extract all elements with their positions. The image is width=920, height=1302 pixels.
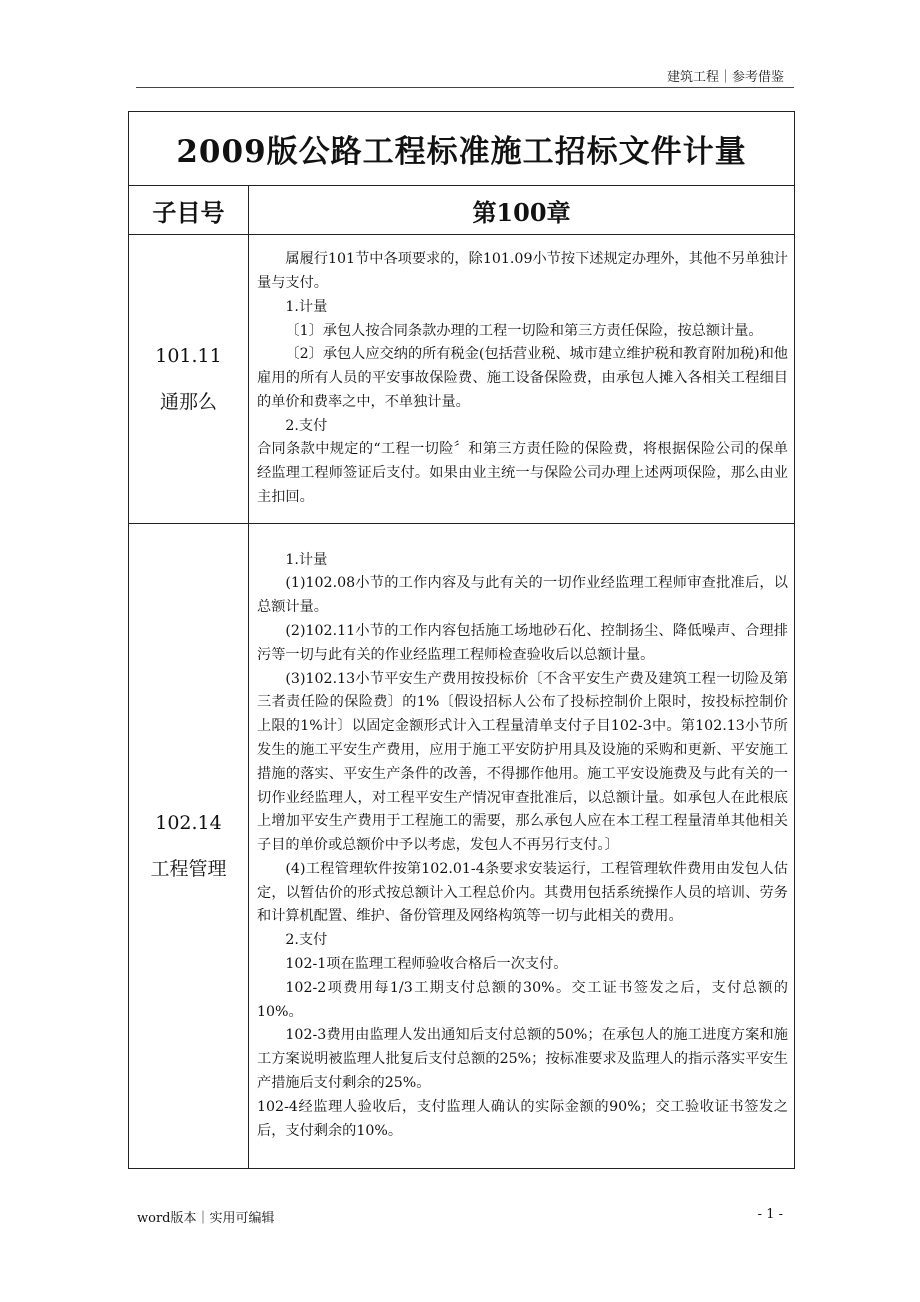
paragraph: 2.支付 — [285, 932, 328, 949]
item-content — [249, 524, 795, 1169]
page-header: 建筑工程｜参考借鉴 — [666, 70, 784, 85]
paragraph: 合同条款中规定的“工程一切险〞和第三方责任险的保险费，将根据保险公司的保单经监理工程师签证后支付。如果由业主统一与保险公司办理上述两项保险，那么由业主扣回。 — [257, 441, 788, 506]
paragraph: (1)102.08小节的工作内容及与此有关的一切作业经监理工程师审查批准后，以总额计量。 — [257, 575, 788, 616]
page-footer-left: word版本｜实用可编辑 — [137, 1211, 275, 1226]
item-number-cell — [129, 235, 249, 524]
column-header-chapter: 第100章 — [249, 186, 795, 235]
item-name: 通那么 — [159, 391, 217, 413]
paragraph: 102-1项在监理工程师验收合格后一次支付。 — [285, 956, 568, 973]
header-divider — [136, 87, 794, 88]
column-header-item-number: 子目号 — [129, 186, 249, 235]
page-number: - 1 - — [757, 1207, 783, 1222]
paragraph: (2)102.11小节的工作内容包括施工场地砂石化、控制扬尘、降低噪声、合理排污等一切与此有关的作业经监理工程师检查验收后以总额计量。 — [257, 622, 788, 663]
item-number: 101.11 — [155, 345, 222, 367]
item-number-cell — [129, 524, 249, 1169]
measurement-table — [128, 111, 795, 1169]
table-row — [129, 235, 795, 524]
paragraph: 属履行101节中各项要求的，除101.09小节按下述规定办理外，其他不另单独计量与支付。 — [257, 251, 788, 291]
table-row — [129, 524, 795, 1169]
paragraph: 102-4经监理人验收后，支付监理人确认的实际金额的90%；交工验收证书签发之后，支付剩余的10%。 — [257, 1098, 788, 1139]
paragraph: (4)工程管理软件按第102.01-4条要求安装运行，工程管理软件费用由发包人估定，以暂估价的形式按总额计入工程总价内。其费用包括系统操作人员的培训、劳务和计算机配置、维护、备份管理及网络构筑等一切与此相关的费用。 — [257, 860, 788, 925]
item-number: 102.14 — [155, 812, 222, 834]
item-name: 工程管理 — [150, 858, 227, 880]
paragraph: 1.计量 — [285, 298, 328, 315]
paragraph: 1.计量 — [285, 551, 328, 568]
document-title: 2009版公路工程标准施工招标文件计量 — [129, 112, 795, 186]
item-content — [249, 235, 795, 524]
paragraph: 〔1〕承包人按合同条款办理的工程一切险和第三方责任保险，按总额计量。 — [285, 322, 763, 339]
paragraph: 〔2〕承包人应交纳的所有税金(包括营业税、城市建立维护税和教育附加税)和他雇用的所有人员的平安事故保险费、施工设备保险费，由承包人摊入各相关工程细目的单价和费率之中，不单独计量。 — [257, 346, 788, 410]
paragraph: 102-2项费用每1/3工期支付总额的30%。交工证书签发之后，支付总额的10%。 — [257, 979, 788, 1020]
paragraph: 2.支付 — [285, 417, 328, 434]
paragraph: 102-3费用由监理人发出通知后支付总额的50%；在承包人的施工进度方案和施工方案说明被监理人批复后支付总额的25%；按标准要求及监理人的指示落实平安生产措施后支付剩余的25%。 — [257, 1027, 788, 1092]
paragraph: (3)102.13小节平安生产费用按投标价〔不含平安生产费及建筑工程一切险及第三者责任险的保险费〕的1%〔假设招标人公布了投标控制价上限时，按投标控制价上限的1%计〕以固定金额形式计入工程量清单支付子目102-3中。第102.13小节所发生的施工平安生产费用，应用于施工平安防护用具及设施的采购和更新、平安施工措施的落实、平安生产条件的改善，不得挪作他用。施工平安设施费及与此有关的一切作业经监理人，对工程平安生产情况审查批准后，以总额计量。如承包人在此根底上增加平安生产费用于工程施工的需要，那么承包人应在本工程工程量清单其他相关子目的单价或总额价中予以考虑，发包人不再另行支付。〕 — [257, 670, 788, 854]
